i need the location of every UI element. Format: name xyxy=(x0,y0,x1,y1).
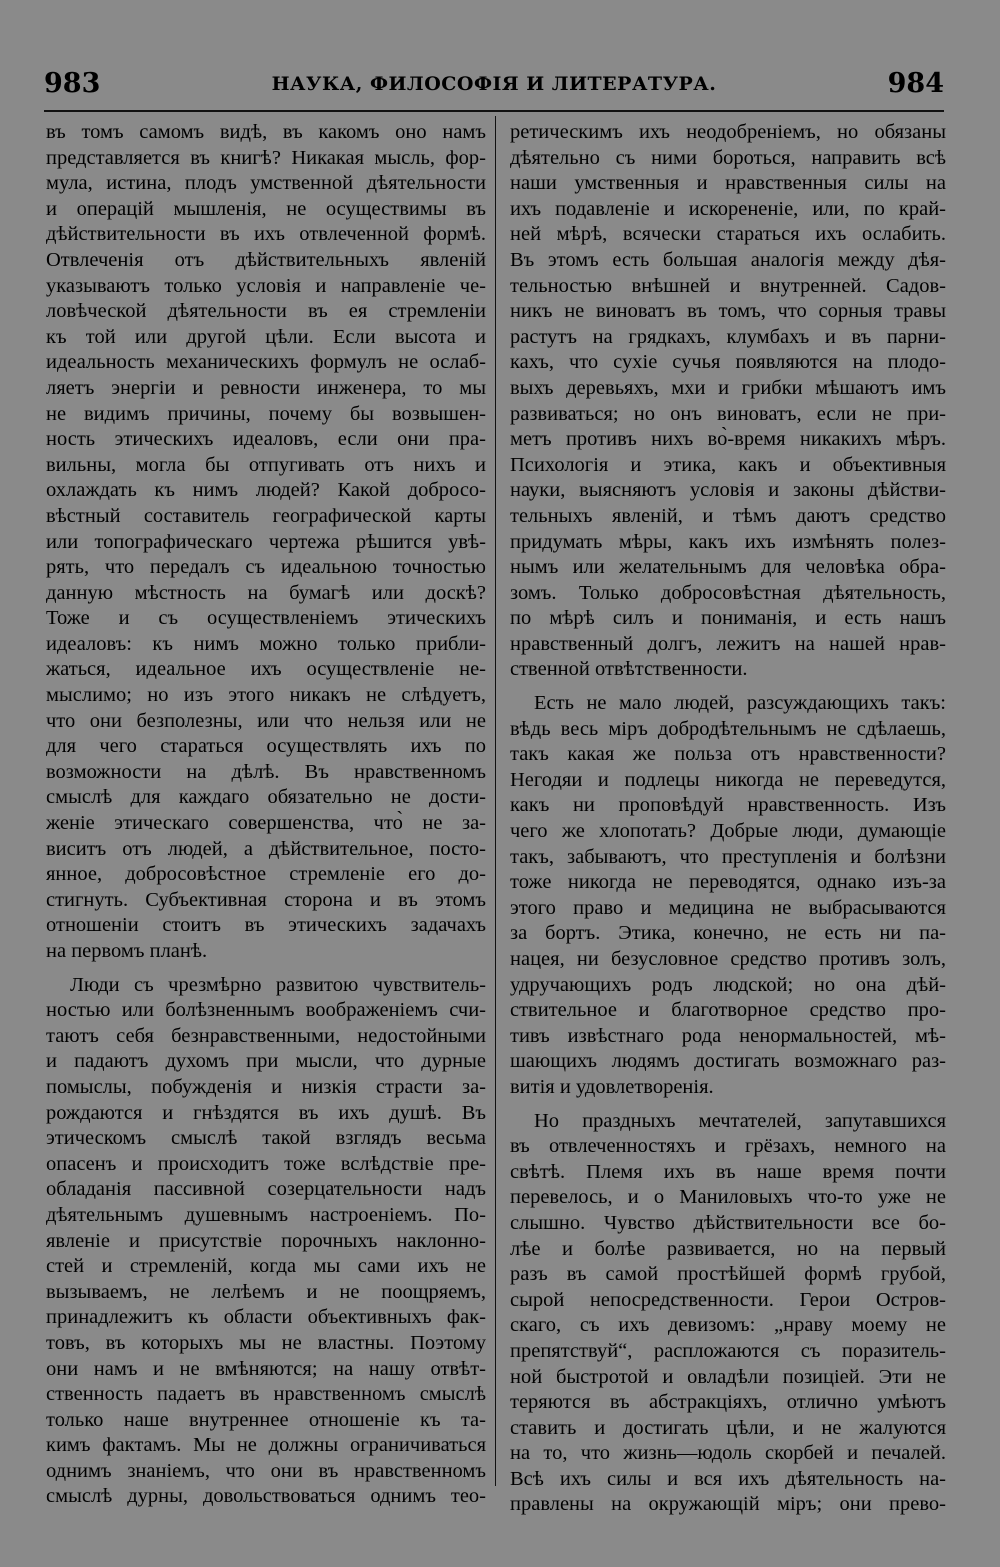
text-line: они намъ и не вмѣняются; на нашу отвѣт- xyxy=(46,1357,486,1380)
text-line: стигнуть. Субъективная сторона и въ этомъ xyxy=(46,888,486,911)
text-line: на первомъ планѣ. xyxy=(46,940,208,962)
text-line: идеаловъ: къ нимъ можно только прибли- xyxy=(46,632,486,655)
text-line: ственность падаетъ въ нравственномъ смыслѣ xyxy=(46,1383,486,1406)
text-line: указываютъ только условія и направленіе че- xyxy=(46,274,486,297)
text-line: не видимъ причины, почему бы возвышен- xyxy=(46,402,486,425)
text-line: принадлежитъ къ области объективныхъ фак- xyxy=(46,1306,486,1329)
text-line: смыслѣ дурны, довольствоваться однимъ тео- xyxy=(46,1485,486,1508)
right-page-number: 984 xyxy=(887,68,944,99)
text-line: ность этическихъ идеаловъ, если они пра- xyxy=(46,428,486,451)
text-line: помыслы, побужденія и низкія страсти за- xyxy=(46,1075,486,1098)
text-line: въ отвлеченностяхъ и грёзахъ, немного на xyxy=(510,1135,946,1158)
text-line: тивъ извѣстнаго рода ненормальностей, мѣ- xyxy=(510,1024,946,1047)
text-line: однимъ знаніемъ, что они въ нравственномъ xyxy=(46,1459,486,1482)
left-paragraph-2 xyxy=(46,973,486,1510)
text-line: ихъ подавленіе и искорененіе, или, по край- xyxy=(510,197,946,220)
text-line: лѣе и болѣе развивается, но на первый xyxy=(510,1237,946,1260)
text-line: представляется въ книгѣ? Никакая мысль, фор- xyxy=(46,146,486,169)
text-line: нымъ или желательнымъ для человѣка обра- xyxy=(510,556,946,579)
text-line: тоже никогда не переводятся, однако изъ-за xyxy=(510,871,946,894)
text-line: опасенъ и происходитъ тоже вслѣдствіе пре- xyxy=(46,1152,486,1175)
text-line: науки, выясняютъ условія и законы дѣйстви- xyxy=(510,479,946,502)
header-rule xyxy=(44,110,944,112)
running-title: НАУКА, ФИЛОСОФІЯ И ЛИТЕРАТУРА. xyxy=(271,73,717,95)
text-line: вѣдь весь міръ добродѣтельнымъ не сдѣлаешь, xyxy=(510,717,946,740)
text-line: ретическимъ ихъ неодобреніемъ, но обязаны xyxy=(510,121,946,143)
text-line: таютъ себя безнравственными, недостойными xyxy=(46,1024,486,1047)
text-line: мыслимо; но изъ этого никакъ не слѣдуетъ, xyxy=(46,684,486,707)
text-line: Отвлеченія отъ дѣйствительныхъ явленій xyxy=(46,248,486,271)
text-line: придумать мѣры, какъ ихъ измѣнять полез- xyxy=(510,530,946,553)
text-line: ной быстротой и овладѣли позиціей. Эти не xyxy=(510,1365,946,1388)
right-paragraph-3 xyxy=(510,1109,946,1519)
text-line: кахъ, что сухіе сучья появляются на плодо- xyxy=(510,351,946,374)
page-header xyxy=(44,60,944,100)
text-line: ловѣческой дѣятельности въ ея стремленіи xyxy=(46,300,486,323)
text-line: дѣйствительности въ ихъ отвлеченной формѣ. xyxy=(46,223,486,246)
text-line: идеальность механическихъ формулъ не ослаб- xyxy=(46,351,486,374)
text-line: жаться, идеальное ихъ осуществленіе не- xyxy=(46,658,486,681)
text-line: Есть не мало людей, разсуждающихъ такъ: xyxy=(534,692,946,715)
text-line: возможности на дѣлѣ. Въ нравственномъ xyxy=(46,760,486,783)
text-line: данную мѣстность на бумагѣ или доскѣ? xyxy=(46,581,486,604)
left-paragraph-1 xyxy=(46,120,486,965)
text-line: только наше внутреннее отношеніе къ та- xyxy=(46,1408,486,1431)
text-line: Въ этомъ есть большая аналогія между дѣя- xyxy=(510,248,946,271)
text-line: кимъ фактамъ. Мы не должны ограничиваться xyxy=(46,1434,486,1457)
text-line: что они безполезны, или что нельзя или не xyxy=(46,709,486,732)
text-line: рождаются и гнѣздятся въ ихъ душѣ. Въ xyxy=(46,1101,486,1124)
text-line: стей и стремленій, когда мы сами ихъ не xyxy=(46,1255,486,1278)
text-line: обладанія пассивной созерцательности надъ xyxy=(46,1178,486,1201)
text-line: вильны, могла бы отпугивать отъ нихъ и xyxy=(46,453,486,476)
text-line: нацея, ни безусловное средство противъ золъ, xyxy=(510,948,946,970)
text-line: слышно. Чувство дѣйствительности все бо- xyxy=(510,1211,946,1234)
text-line: для чего стараться осуществлять ихъ по xyxy=(46,735,486,758)
text-line: ней мѣрѣ, всячески стараться ихъ ослабить. xyxy=(510,223,946,246)
text-line: на то, что жизнь—юдоль скорбей и печалей. xyxy=(510,1442,946,1465)
left-column xyxy=(46,120,486,1510)
text-line: Люди съ чрезмѣрно развитою чувствитель- xyxy=(70,973,486,996)
text-line: отношеніи стоитъ въ этическихъ задачахъ xyxy=(46,914,486,937)
paragraph-gap xyxy=(510,1101,946,1109)
text-line: и падаютъ духомъ при мысли, что дурные xyxy=(46,1050,486,1073)
text-line: этическомъ смыслѣ такой взглядъ весьма xyxy=(46,1127,486,1150)
text-line: такъ, забываютъ, что преступленія и болѣзни xyxy=(510,845,946,868)
text-line: Тоже и съ осуществленіемъ этическихъ xyxy=(46,607,486,630)
right-paragraph-2 xyxy=(510,691,946,1101)
text-line: вѣстный составитель географической карты xyxy=(46,504,486,527)
right-paragraph-1 xyxy=(510,120,946,683)
paragraph-gap xyxy=(510,683,946,691)
text-line: препятствуй“, распложаются съ поразитель- xyxy=(510,1339,946,1362)
text-line: Но праздныхъ мечтателей, запутавшихся xyxy=(534,1109,946,1132)
text-line: развиваться; но онъ виноватъ, если не при- xyxy=(510,402,946,425)
text-line: удручающихъ родъ людской; но она дѣй- xyxy=(510,973,946,996)
text-line: тельныхъ явленій, и тѣмъ даютъ средство xyxy=(510,504,946,527)
text-line: ственной отвѣтственности. xyxy=(510,658,748,681)
text-line: охлаждать къ нимъ людей? Какой добросо- xyxy=(46,479,486,502)
text-line: женіе этическаго совершенства, что̀ не за- xyxy=(46,812,486,835)
text-line: виситъ отъ людей, а дѣйствительное, посто- xyxy=(46,837,486,860)
text-line: растутъ на грядкахъ, клумбахъ и въ парни- xyxy=(510,325,946,348)
text-line: ствительное и благотворное средство про- xyxy=(510,999,946,1022)
text-line: въ томъ самомъ видѣ, въ какомъ оно намъ xyxy=(46,121,486,143)
text-line: правлены на окружающій міръ; они прево- xyxy=(510,1493,946,1516)
text-line: перевелось, и о Маниловыхъ что-то уже не xyxy=(510,1186,946,1209)
text-line: сырой непосредственности. Герои Остров- xyxy=(510,1288,946,1311)
text-line: къ той или другой цѣли. Если высота и xyxy=(46,325,486,348)
text-line: наши умственныя и нравственныя силы на xyxy=(510,172,946,195)
text-line: нравственный долгъ, лежитъ на нашей нрав- xyxy=(510,632,946,655)
text-line: и операцій мышленія, не осуществимы въ xyxy=(46,197,486,220)
text-line: свѣтѣ. Племя ихъ въ наше время почти xyxy=(510,1160,946,1183)
text-line: тельностью внѣшней и внутренней. Садов- xyxy=(510,274,946,297)
text-line: шающихъ людямъ достигать возможнаго раз- xyxy=(510,1050,946,1073)
text-line: явленіе и присутствіе порочныхъ наклонно- xyxy=(46,1229,486,1252)
text-line: дѣятельнымъ душевнымъ настроеніемъ. По- xyxy=(46,1203,486,1226)
text-line: дѣятельно съ ними бороться, направить всѣ xyxy=(510,146,946,169)
text-line: чего же хлопотать? Добрые люди, думающіе xyxy=(510,820,946,843)
column-divider xyxy=(495,116,496,1486)
text-line: мула, истина, плодъ умственной дѣятельности xyxy=(46,172,486,195)
text-line: ляетъ энергіи и ревности инженера, то мы xyxy=(46,376,486,399)
text-line: рять, что передалъ съ идеальною точностью xyxy=(46,556,486,579)
right-column xyxy=(510,120,946,1518)
text-line: ставить и достигать цѣли, и не жалуются xyxy=(510,1416,946,1439)
text-line: Психологія и этика, какъ и объективныя xyxy=(510,453,946,476)
text-line: выхъ деревьяхъ, мхи и грибки мѣшаютъ имъ xyxy=(510,376,946,399)
text-line: Негодяи и подлецы никогда не переведутся, xyxy=(510,768,946,791)
text-line: витія и удовлетворенія. xyxy=(510,1075,714,1098)
text-line: или топографическаго чертежа рѣшится увѣ- xyxy=(46,530,486,553)
text-line: метъ противъ нихъ во̀-время никакихъ мѣръ. xyxy=(510,428,946,451)
text-line: этого право и медицина не выбрасываются xyxy=(510,896,946,919)
text-line: ностью или болѣзненнымъ воображеніемъ счи- xyxy=(46,999,486,1022)
text-line: теряются въ абстракціяхъ, отлично умѣютъ xyxy=(510,1391,946,1414)
text-line: никъ не виноватъ въ томъ, что сорныя травы xyxy=(510,300,946,323)
text-line: Всѣ ихъ силы и вся ихъ дѣятельность на- xyxy=(510,1467,946,1490)
text-line: по мѣрѣ силъ и пониманія, и есть нашъ xyxy=(510,607,946,630)
text-line: смыслѣ для каждаго обязательно не дости- xyxy=(46,786,486,809)
text-line: разъ въ самой простѣйшей формѣ грубой, xyxy=(510,1263,946,1286)
text-line: какъ ни проповѣдуй нравственность. Изъ xyxy=(510,794,946,817)
text-line: вызываемъ, не лелѣемъ и не поощряемъ, xyxy=(46,1280,486,1303)
text-line: скаго, съ ихъ девизомъ: „нраву моему не xyxy=(510,1314,946,1337)
text-line: за бортъ. Этика, конечно, не есть ни па- xyxy=(510,922,946,945)
left-page-number: 983 xyxy=(44,68,101,99)
text-line: зомъ. Только добросовѣстная дѣятельность, xyxy=(510,581,946,604)
text-line: янное, добросовѣстное стремленіе его до- xyxy=(46,863,486,886)
text-line: такъ какая же польза отъ нравственности? xyxy=(510,743,946,766)
paragraph-gap xyxy=(46,965,486,973)
text-line: товъ, въ которыхъ мы не властны. Поэтому xyxy=(46,1331,486,1354)
